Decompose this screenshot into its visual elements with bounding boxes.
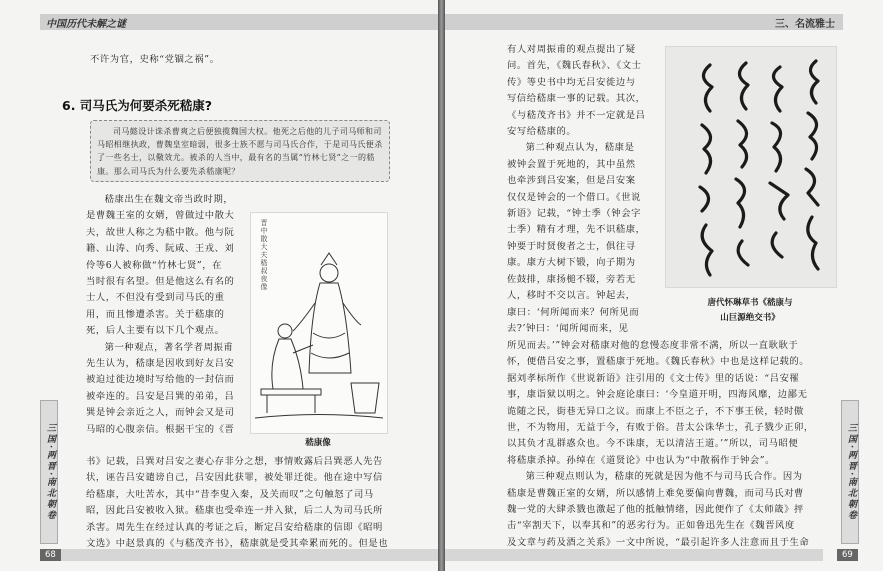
col-line: 第二种观点认为，嵇康是 (525, 142, 635, 154)
col-line: 写信给嵇康一事的记载。其次， (507, 93, 646, 105)
full-line: 击“宰割天下，以奉其和”的恶劣行为。正如鲁迅先生在《魏晋风度 (507, 520, 795, 532)
full-line: 杀害。周先生在经过认真的考证之后，断定吕安给嵇康的信即《昭明 (86, 521, 383, 533)
full-line: 第三种观点则认为，嵇康的死就是因为他不与司马氏合作。因为 (525, 471, 803, 483)
left-full-text (86, 454, 402, 552)
intro-box: 司马懿设计诛杀曹爽之后便独揽魏国大权。他死之后他的儿子司马师和司马昭相继执政，曹魏皇室暗弱，很多士族不愿与司马氏合作，于是司马氏便杀了一些名士，以儆效尤。被杀的人当中，最有名的当属“竹林七贤”之一的嵇康。那么司马氏为什么要先杀嵇康呢？ (90, 120, 390, 182)
col-line: 嵇康出生在魏文帝当政时期， (104, 194, 234, 205)
left-page (0, 0, 438, 571)
full-line: 以其负才乱群惑众也。今不诛康，无以清洁王道。’”所以，司马昭便 (507, 438, 799, 450)
book-gutter (438, 0, 445, 571)
ji-kang-portrait (250, 212, 388, 434)
full-line: 据刘孝标所作《世说新语》注引用的《文士传》里的话说：“吕安罹 (507, 372, 800, 384)
col-line: 死，后人主要有以下几个观点。 (86, 325, 225, 337)
left-top-line (90, 52, 410, 68)
col-line: 籍、山涛、向秀、阮咸、王戎、刘 (86, 243, 235, 255)
full-line: 文选》中赵景真的《与嵇茂齐书》，嵇康就是受其牵累而死的。但是也 (86, 538, 389, 550)
full-line: 书》记载，吕巽对吕安之妻心存非分之想，事情败露后吕巽恶人先告 (86, 456, 383, 467)
portrait-caption: 嵇康像 (305, 438, 331, 448)
full-line: 怀，便借吕安之事，置嵇康于死地。《魏氏春秋》中也是这样记载的。 (507, 356, 810, 368)
col-line: 士人，不但没有受到司马氏的重 (86, 292, 225, 304)
left-column-text (86, 192, 254, 438)
top-line-text: 不许为官，史称“党锢之祸”。 (90, 54, 220, 65)
col-line: 钟要于时贤俊者之士，俱往寻 (507, 240, 636, 252)
left-side-tab: 三国·两晋·南北朝卷 (40, 400, 58, 544)
full-line: 给嵇康，大吐苦水，其中“昔李叟入秦，及关而叹”之句触怒了司马 (86, 488, 374, 500)
col-line: 马昭的心腹亲信。根据干宝的《晋 (86, 423, 235, 435)
col-line: 康。康方大树下锻，向子期为 (507, 257, 636, 269)
col-line: 巽是钟会亲近之人，而钟会又是司 (86, 407, 235, 419)
col-line: 去?’钟曰：‘闻所闻而来，见 (507, 322, 629, 334)
col-line: 夫，故世人称之为嵇中散。他与阮 (86, 226, 235, 238)
col-line: 人，移时不交以言。钟起去， (507, 290, 636, 302)
full-line: 所见而去。’”钟会对嵇康对他的怠慢态度非常不满，所以一直耿耿于 (507, 340, 799, 351)
col-line: 仅仅是钟会的一个借口。《世说 (507, 191, 641, 203)
calligraphy-caption-line-2: 山巨源绝交书》 (720, 313, 780, 323)
left-page-number: 68 (40, 549, 61, 561)
col-line: 《与嵇茂齐书》并不一定就是吕 (507, 109, 646, 121)
col-line: 当时很有名望。但是他这么有名的 (86, 276, 235, 288)
full-line: 及文章与药及酒之关系》一文中所说，“最引起许多人注意而且于生命 (507, 536, 810, 548)
full-line: 昭，因此吕安被收入狱。嵇康也受牵连一并入狱，后二人为司马氏所 (86, 505, 383, 517)
full-line: 状，诬告吕安谴谤自己，吕安因此获罪，被处罪迁徙。他在途中写信 (86, 472, 383, 484)
col-line: 士季）精有才理，先不识嵇康， (507, 224, 646, 236)
left-running-header: 中国历代未解之谜 (46, 19, 126, 30)
full-line: 嵇康是曹魏正室的女婿，所以感情上难免要偏向曹魏，而司马氏对曹 (507, 487, 804, 499)
col-line: 被钟会置于死地的，其中虽然 (507, 158, 636, 170)
calligraphy-caption-line-1: 唐代怀琳草书《嵇康与 (707, 298, 793, 308)
col-line: 第一种观点，著名学者周振甫 (104, 341, 234, 353)
col-line: 被牵连的。吕安是吕巽的弟弟，吕 (86, 390, 235, 402)
col-line: 佐鼓排，康扬槌不辍，旁若无 (507, 273, 636, 285)
portrait-inscription: 晋中散大夫嵇叔夜像 (260, 219, 268, 291)
full-line: 世，不为物用，无益于今，有败于俗。昔太公诛华士，孔子戮少正卯， (507, 422, 814, 434)
col-line: 是曹魏王室的女婿，曾做过中散大 (86, 210, 235, 222)
right-page-number: 69 (837, 549, 858, 561)
col-line: 传》等史书中均无吕安徙边与 (507, 76, 636, 88)
col-line: 问。首先，《魏氏春秋》、《文士 (507, 60, 642, 72)
right-running-header: 三、名流雅士 (775, 19, 835, 30)
col-line: 有人对周振甫的观点提出了疑 (507, 44, 636, 55)
full-line: 诡随之民，街巷无异口之议。而康上不臣之子，不下事王侯，轻时傲 (507, 405, 804, 417)
right-column-text (507, 42, 667, 337)
col-line: 新语》记载，“钟士季（钟会字 (507, 208, 642, 220)
section-title: 6. 司马氏为何要杀死嵇康? (62, 98, 213, 113)
calligraphy-image (665, 46, 837, 288)
right-full-text (507, 338, 837, 551)
col-line: 被迫过徙边境时写给他的一封信而 (86, 374, 235, 386)
right-page (445, 0, 883, 571)
right-footer-band (445, 549, 823, 561)
col-line: 先生认为，嵇康是因收到好友吕安 (86, 358, 235, 370)
calligraphy-strokes (666, 47, 836, 287)
col-line: 用，而且惨遭杀害。关于嵇康的 (86, 308, 225, 320)
portrait-drawing (251, 213, 387, 433)
full-line: 魏一党的大肆杀戮也激起了他的抵触情绪，因此便作了《太师箴》抨 (507, 504, 804, 516)
full-line: 事，康诣狱以明之。钟会庭论康曰：‘今皇道开明，四海风靡，边鄙无 (507, 389, 808, 401)
col-line: 安写给嵇康的。 (507, 126, 577, 138)
col-line: 伶等6人被称做“竹林七贤”，在 (86, 259, 222, 271)
right-side-tab: 三国·两晋·南北朝卷 (841, 400, 859, 544)
col-line: 康曰：‘何所闻而来？何所见而 (507, 306, 640, 318)
full-line: 将嵇康杀掉。孙绰在《道贤论》中也认为“中散祸作于钟会”。 (507, 454, 776, 466)
col-line: 也牵涉到吕安案，但是吕安案 (507, 175, 636, 187)
left-footer-band (60, 549, 438, 561)
